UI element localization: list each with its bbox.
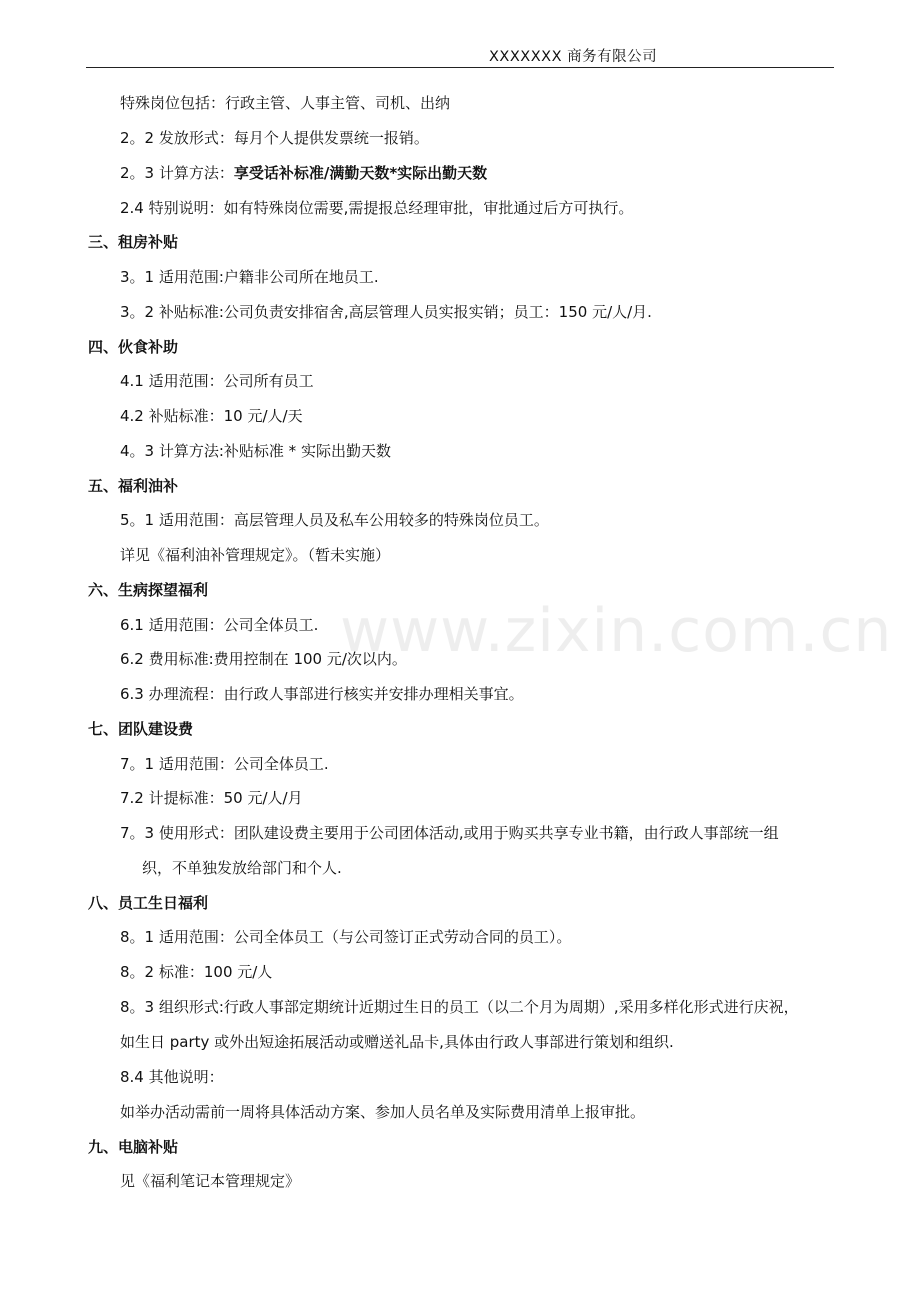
paragraph-line: 4.2 补贴标准：10 元/人/天 — [120, 407, 303, 425]
paragraph-line: 7.2 计提标准：50 元/人/月 — [120, 789, 303, 807]
section-heading: 四、伙食补助 — [88, 338, 179, 356]
section-heading: 五、福利油补 — [88, 477, 179, 495]
paragraph-line: 如举办活动需前一周将具体活动方案、参加人员名单及实际费用清单上报审批。 — [120, 1103, 646, 1121]
header-divider — [86, 67, 834, 68]
paragraph-line-label: 2。3 计算方法： — [120, 164, 234, 182]
paragraph-line: 6.2 费用标准:费用控制在 100 元/次以内。 — [120, 650, 407, 668]
paragraph-line: 8。2 标准：100 元/人 — [120, 963, 273, 981]
paragraph-line-formula: 享受话补标准/满勤天数*实际出勤天数 — [233, 164, 488, 182]
paragraph-line: 织，不单独发放给部门和个人. — [142, 859, 342, 877]
paragraph-line: 3。2 补贴标准:公司负责安排宿舍,高层管理人员实报实销；员工：150 元/人/月. — [120, 303, 652, 321]
paragraph-line: 6.1 适用范围：公司全体员工. — [120, 616, 319, 634]
paragraph-line: 5。1 适用范围：高层管理人员及私车公用较多的特殊岗位员工。 — [120, 511, 549, 529]
paragraph-line: 7。1 适用范围：公司全体员工. — [120, 755, 329, 773]
section-heading: 六、生病探望福利 — [88, 581, 209, 599]
paragraph-line: 8。1 适用范围：公司全体员工（与公司签订正式劳动合同的员工）。 — [120, 928, 572, 946]
section-heading: 八、员工生日福利 — [88, 894, 209, 912]
paragraph-line: 4.1 适用范围：公司所有员工 — [120, 372, 314, 390]
paragraph-line — [120, 162, 487, 184]
paragraph-line: 如生日 party 或外出短途拓展活动或赠送礼品卡,具体由行政人事部进行策划和组织. — [120, 1033, 674, 1051]
paragraph-line: 8。3 组织形式:行政人事部定期统计近期过生日的员工（以二个月为周期）,采用多样化形式进行庆祝， — [120, 998, 799, 1016]
paragraph-line: 3。1 适用范围:户籍非公司所在地员工. — [120, 268, 379, 286]
section-heading: 七、团队建设费 — [88, 720, 194, 738]
paragraph-line: 见《福利笔记本管理规定》 — [120, 1172, 301, 1190]
section-heading: 三、租房补贴 — [88, 233, 179, 251]
header-company-name: XXXXXXX 商务有限公司 — [489, 49, 658, 65]
paragraph-line: 7。3 使用形式：团队建设费主要用于公司团体活动,或用于购买共享专业书籍，由行政人事部统一组 — [120, 824, 779, 842]
section-heading: 九、电脑补贴 — [88, 1138, 179, 1156]
paragraph-line: 4。3 计算方法:补贴标准 * 实际出勤天数 — [120, 442, 391, 460]
paragraph-line: 8.4 其他说明： — [120, 1068, 224, 1086]
paragraph-line: 详见《福利油补管理规定》。（暂未实施） — [120, 546, 391, 564]
paragraph-line: 特殊岗位包括：行政主管、人事主管、司机、出纳 — [120, 94, 451, 112]
watermark: www.zixin.com.cn — [340, 596, 893, 666]
paragraph-line: 6.3 办理流程：由行政人事部进行核实并安排办理相关事宜。 — [120, 685, 524, 703]
paragraph-line: 2。2 发放形式：每月个人提供发票统一报销。 — [120, 129, 429, 147]
paragraph-line: 2.4 特别说明：如有特殊岗位需要,需提报总经理审批，审批通过后方可执行。 — [120, 199, 634, 217]
